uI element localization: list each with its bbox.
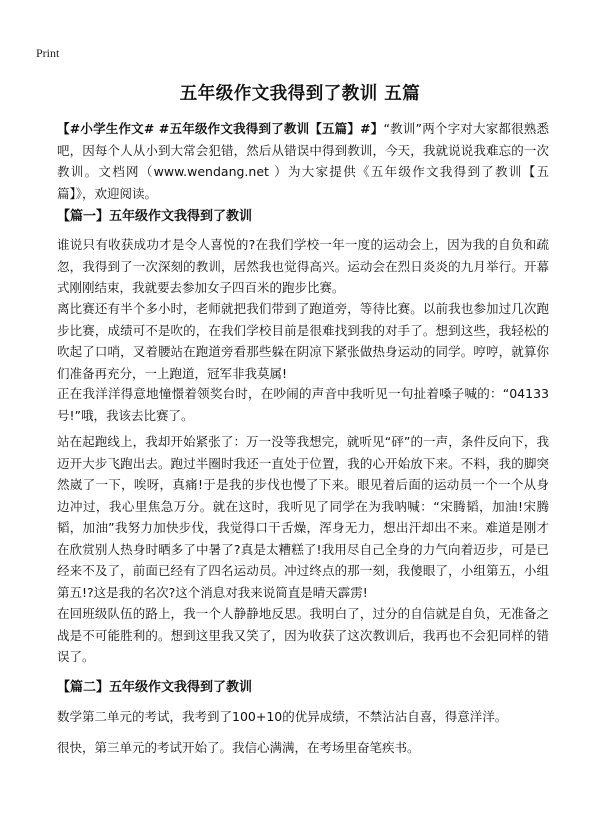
section-1-paragraph-2: 离比赛还有半个多小时，老师就把我们带到了跑道旁，等待比赛。以前我也参加过几次跑步比赛，成绩可不是吹的，在我们学校目前是很难找到我的对手了。想到这些，我轻松的吹起了口哨，叉着腰站在跑道旁看那些躲在阴凉下紧张做热身运动的同学。哼哼，就算你们准备再充分，一上跑道，冠军非我莫属! <box>57 301 549 381</box>
section-1-paragraph-1: 谁说只有收获成功才是令人喜悦的?在我们学校一年一度的运动会上，因为我的自负和疏忽，我得到了一次深刻的教训，居然我也觉得高兴。运动会在烈日炎炎的九月举行。开幕式刚刚结束，我就要去参加女子四百米的跑步比赛。 <box>57 237 549 295</box>
intro-tag: 【#小学生作文# #五年级作文我得到了教训【五篇】#】 <box>57 121 384 136</box>
section-2-paragraph-2: 很快，第三单元的考试开始了。我信心满满，在考场里奋笔疾书。 <box>57 740 420 755</box>
print-label: Print <box>36 46 60 60</box>
section-1-paragraph-4: 站在起跑线上，我却开始紧张了：万一没等我想完，就听见“砰”的一声，条件反向下，我迈开大步飞跑出去。跑过半圈时我还一直处于位置，我的心开始放下来。不料，我的脚突然崴了一下，唉呀，真痛!于是我的步伐也慢了下来。眼见着后面的运动员一个一个从身边冲过，我心里焦急万分。就在这时，我听见了同学在为我呐喊：“宋腾韬，加油!宋腾韬，加油”我努力加快步伐，我觉得口干舌燥，浑身无力，想出汗却出不来。难道是刚才在欣赏别人热身时晒多了中暑了?真是太糟糕了!我用尽自己全身的力气向着迈步，可是已经来不及了，前面已经有了四名运动员。冲过终点的那一刻，我傻眼了，小组第五，小组第五!?这是我的名次?这个消息对我来说简直是晴天霹雳! <box>57 434 549 600</box>
section-2-heading: 【篇二】五年级作文我得到了教训 <box>57 680 253 695</box>
intro-paragraph <box>57 118 549 204</box>
page-title: 五年级作文我得到了教训 五篇 <box>179 84 421 104</box>
section-2-paragraph-1: 数学第二单元的考试，我考到了100+10的优异成绩，不禁沾沾自喜，得意洋洋。 <box>57 709 508 724</box>
section-1-paragraph-5: 在回班级队伍的路上，我一个人静静地反思。我明白了，过分的自信就是自负，无准备之战是不可能胜利的。想到这里我又笑了，因为收获了这次教训后，我再也不会犯同样的错误了。 <box>57 606 549 664</box>
section-1-paragraph-3: 正在我洋洋得意地憧憬着领奖台时，在吵闹的声音中我听见一句扯着嗓子喊的：“04133号!”哦，我该去比赛了。 <box>57 386 549 423</box>
intro-text: “教训”两个字对大家都很熟悉吧，因每个人从小到大常会犯错，然后从错误中得到教训，今天，我就说说我难忘的一次教训。文档网（www.wendang.net ）为大家提供《五年级作文我得到了教训【五篇】》，欢迎阅读。 <box>57 121 550 201</box>
section-1-heading: 【篇一】五年级作文我得到了教训 <box>57 209 253 224</box>
